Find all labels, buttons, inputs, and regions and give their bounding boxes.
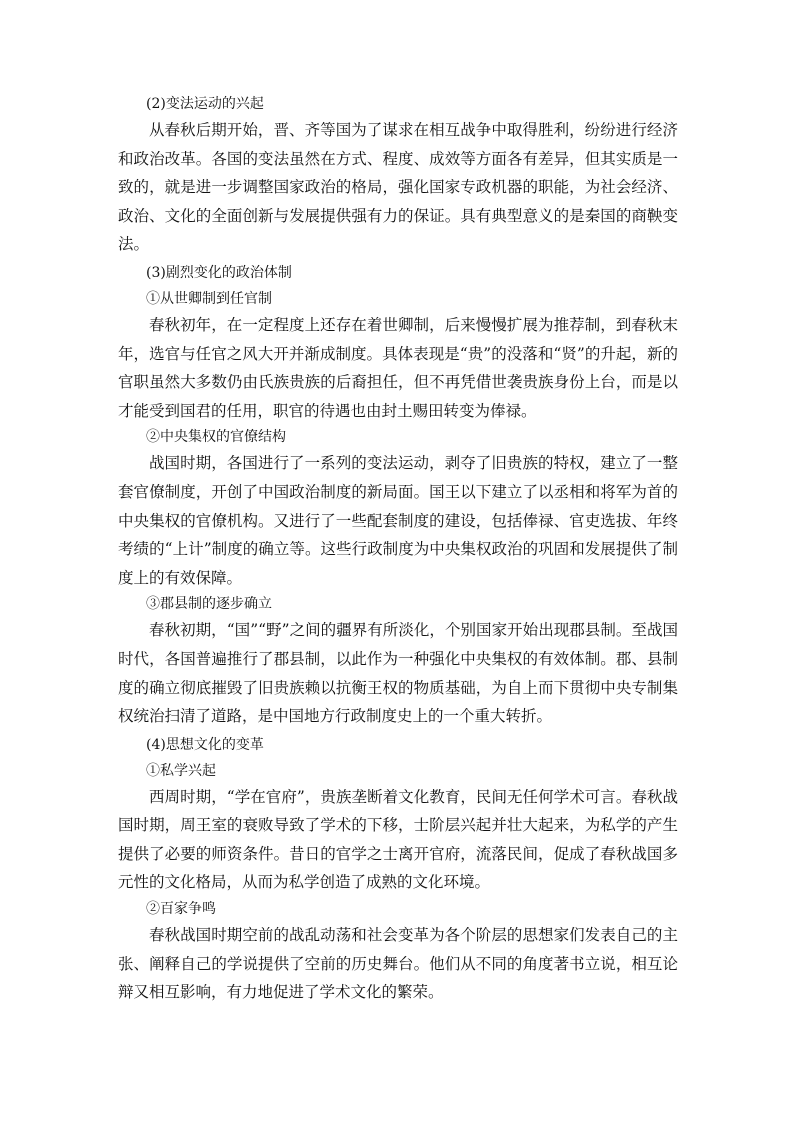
section-heading-reform-movement: (2)变法运动的兴起	[146, 96, 264, 112]
subheading-prefecture-county: ③郡县制的逐步确立	[146, 596, 272, 613]
subheading-hundred-schools: ②百家争鸣	[146, 901, 216, 918]
subheading-central-bureaucracy: ②中央集权的官僚结构	[146, 429, 286, 446]
document-page	[118, 92, 678, 1007]
paragraph-prefecture-county: 春秋初期，“国”“野”之间的疆界有所淡化，个别国家开始出现郡县制。至战国时代，各国普遍推行了郡县制，以此作为一种强化中央集权的有效体制。郡、县制度的确立彻底摧毁了旧贵族赖以抗衡王权的物质基础，为自上而下贯彻中央专制集权统治扫清了道路，是中国地方行政制度史上的一个重大转折。	[118, 621, 678, 726]
section-heading-political-system: (3)剧烈变化的政治体制	[146, 264, 292, 281]
paragraph-central-bureaucracy: 战国时期，各国进行了一系列的变法运动，剥夺了旧贵族的特权，建立了一整套官僚制度，开创了中国政治制度的新局面。国王以下建立了以丞相和将军为首的中央集权的官僚机构。又进行了一些配套制度的建设，包括俸禄、官吏选拔、年终考绩的“上计”制度的确立等。这些行政制度为中央集权政治的巩固和发展提供了制度上的有效保障。	[118, 454, 678, 587]
subheading-official-appointment: ①从世卿制到任官制	[146, 290, 272, 307]
paragraph-official-appointment: 春秋初年，在一定程度上还存在着世卿制，后来慢慢扩展为推荐制，到春秋末年，选官与任官之风大开并渐成制度。具体表现是“贵”的没落和“贤”的升起，新的官职虽然大多数仍由氏族贵族的后裔担任，但不再凭借世袭贵族身份上台，而是以才能受到国君的任用，职官的待遇也由封土赐田转变为俸禄。	[118, 315, 678, 420]
paragraph-private-schools: 西周时期，“学在官府”，贵族垄断着文化教育，民间无任何学术可言。春秋战国时期，周王室的衰败导致了学术的下移，士阶层兴起并壮大起来，为私学的产生提供了必要的师资条件。昔日的官学之士离开官府，流落民间，促成了春秋战国多元性的文化格局，从而为私学创造了成熟的文化环境。	[118, 787, 678, 892]
subheading-private-schools: ①私学兴起	[146, 762, 216, 779]
section-heading-thought-culture: (4)思想文化的变革	[146, 736, 264, 753]
paragraph-reform-movement: 从春秋后期开始，晋、齐等国为了谋求在相互战争中取得胜利，纷纷进行经济和政治改革。各国的变法虽然在方式、程度、成效等方面各有差异，但其实质是一致的，就是进一步调整国家政治的格局，强化国家专政机器的职能，为社会经济、政治、文化的全面创新与发展提供强有力的保证。具有典型意义的是秦国的商鞅变法。	[118, 121, 678, 254]
paragraph-hundred-schools: 春秋战国时期空前的战乱动荡和社会变革为各个阶层的思想家们发表自己的主张、阐释自己的学说提供了空前的历史舞台。他们从不同的角度著书立说，相互论辩又相互影响，有力地促进了学术文化的繁荣。	[118, 926, 678, 1002]
